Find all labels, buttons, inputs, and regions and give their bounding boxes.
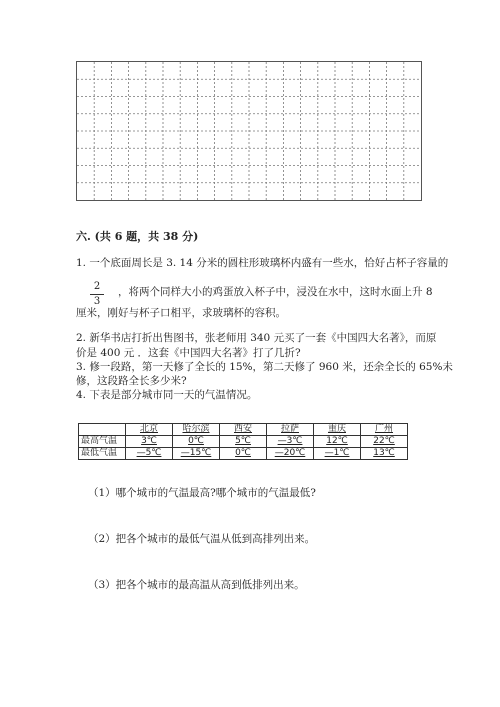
fraction-two-thirds [90, 281, 104, 308]
sub-question-3: （3）把各个城市的最高温从高到低排列出来。 [88, 579, 305, 591]
q3-line2: 修，这段路全长多少米? [76, 375, 187, 387]
fraction-bar [90, 294, 104, 295]
fraction-denominator: 3 [93, 296, 101, 307]
grid-lines [77, 62, 421, 200]
table-cell: 22℃ [361, 436, 408, 448]
table-cell: —15℃ [173, 448, 220, 460]
q1-line3: 厘米，刚好与杯子口相平，求玻璃杯的容积。 [76, 307, 286, 319]
table-header-cell: 拉萨 [267, 424, 314, 436]
table-cell: —1℃ [314, 448, 361, 460]
table-cell: 13℃ [361, 448, 408, 460]
table-cell: —20℃ [267, 448, 314, 460]
table-cell: —3℃ [267, 436, 314, 448]
sub-question-1: （1）哪个城市的气温最高?哪个城市的气温最低? [88, 487, 316, 499]
q3-line1: 3. 修一段路，第一天修了全长的 15%，第二天修了 960 米，还余全长的 65%未 [76, 361, 453, 373]
q1-line2: ，将两个同样大小的鸡蛋放入杯子中，浸没在水中，这时水面上升 8 [118, 286, 433, 298]
table-row-label: 最高气温 [79, 436, 126, 448]
table-cell: 0℃ [173, 436, 220, 448]
table-cell: 0℃ [220, 448, 267, 460]
table-header-cell: 重庆 [314, 424, 361, 436]
temperature-table [78, 423, 408, 460]
q2-line2: 价是 400 元 ．这套《中国四大名著》打了几折? [76, 347, 301, 359]
table-row-label: 最低气温 [79, 448, 126, 460]
fraction-numerator: 2 [93, 281, 101, 292]
q4-line1: 4. 下表是部分城市同一天的气温情况。 [76, 389, 258, 401]
table-cell: —5℃ [126, 448, 173, 460]
table-cell: 12℃ [314, 436, 361, 448]
table-cell: 3℃ [126, 436, 173, 448]
table-row [79, 448, 408, 460]
q2-line1: 2. 新华书店打折出售图书，张老师用 340 元买了一套《中国四大名著》，而原 [76, 332, 437, 344]
table-corner-cell [79, 424, 126, 436]
table-header-cell: 广州 [361, 424, 408, 436]
table-row [79, 436, 408, 448]
table-header-cell: 北京 [126, 424, 173, 436]
q1-line1: 1. 一个底面周长是 3. 14 分米的圆柱形玻璃杯内盛有一些水，恰好占杯子容量的 [76, 257, 449, 269]
table-header-cell: 西安 [220, 424, 267, 436]
table-header-cell: 哈尔滨 [173, 424, 220, 436]
table-cell: 5℃ [220, 436, 267, 448]
sub-question-2: （2）把各个城市的最低气温从低到高排列出来。 [88, 533, 316, 545]
writing-grid [76, 61, 422, 201]
table-header-row [79, 424, 408, 436]
section-heading: 六. (共 6 题，共 38 分) [76, 230, 199, 243]
